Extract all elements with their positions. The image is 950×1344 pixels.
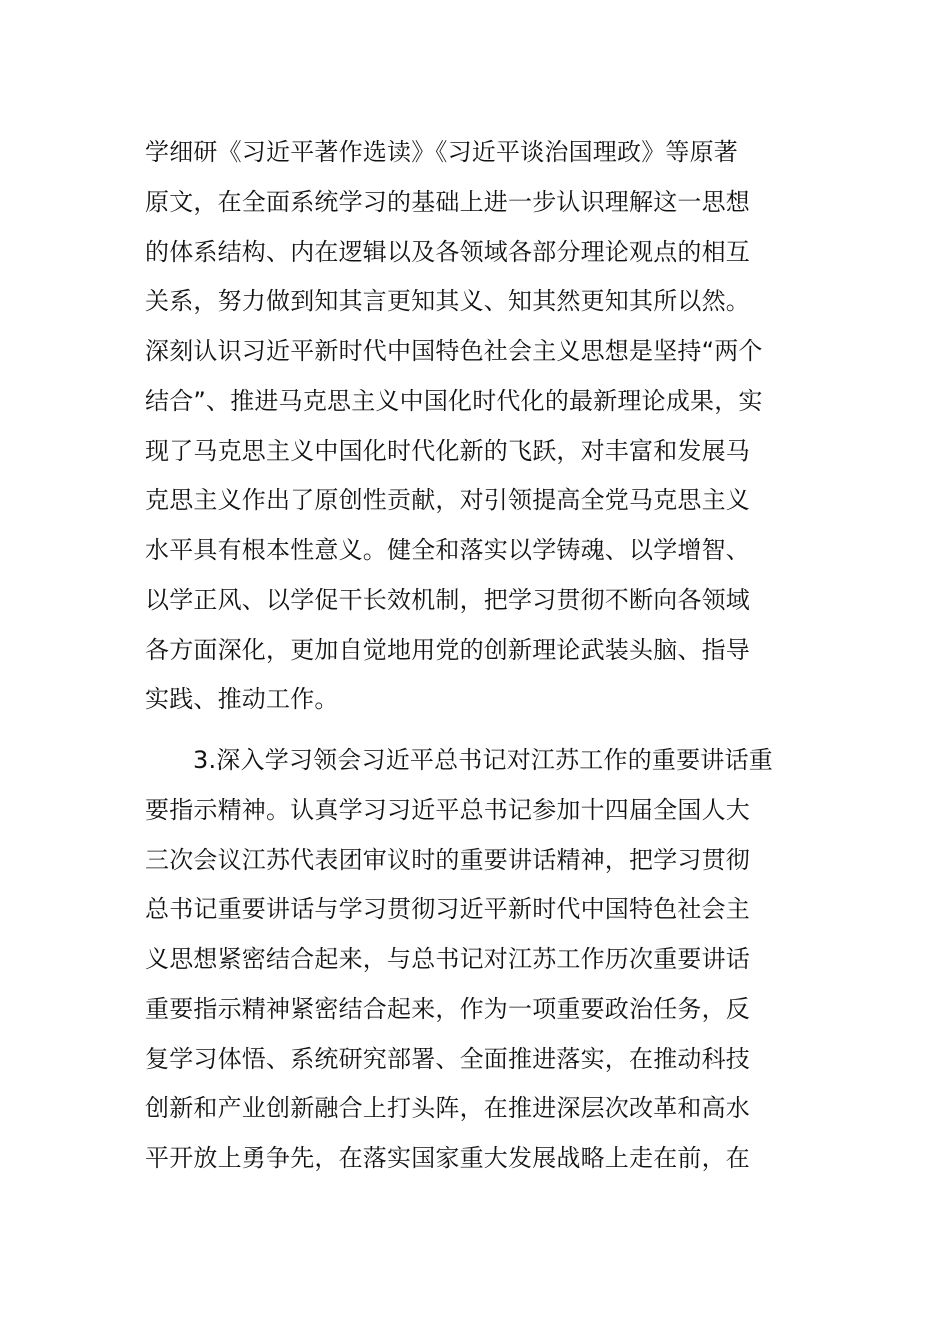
paragraph-1-line-3: 的体系结构、内在逻辑以及各领域各部分理论观点的相互	[145, 238, 750, 266]
paragraph-2-line-9: 平开放上勇争先，在落实国家重大发展战略上走在前，在	[145, 1144, 750, 1172]
paragraph-2-line-5: 义思想紧密结合起来，与总书记对江苏工作历次重要讲话	[145, 945, 750, 973]
paragraph-2-line-1: 3.深入学习领会习近平总书记对江苏工作的重要讲话重	[193, 746, 773, 774]
paragraph-1-line-11: 各方面深化，更加自觉地用党的创新理论武装头脑、指导	[145, 636, 750, 664]
paragraph-2-line-6: 重要指示精神紧密结合起来，作为一项重要政治任务，反	[145, 995, 750, 1023]
paragraph-1-line-7: 现了马克思主义中国化时代化新的飞跃，对丰富和发展马	[145, 437, 750, 465]
paragraph-2-line-3: 三次会议江苏代表团审议时的重要讲话精神，把学习贯彻	[145, 846, 750, 874]
paragraph-1-line-9: 水平具有根本性意义。健全和落实以学铸魂、以学增智、	[145, 536, 750, 564]
paragraph-2-line-2: 要指示精神。认真学习习近平总书记参加十四届全国人大	[145, 796, 750, 824]
paragraph-1-line-8: 克思主义作出了原创性贡献，对引领提高全党马克思主义	[145, 486, 750, 514]
paragraph-2-line-7: 复学习体悟、系统研究部署、全面推进落实，在推动科技	[145, 1045, 750, 1073]
paragraph-1-line-6: 结合”、推进马克思主义中国化时代化的最新理论成果，实	[145, 387, 763, 415]
paragraph-1-line-1: 学细研《习近平著作选读》《习近平谈治国理政》等原著	[145, 138, 738, 166]
paragraph-2-line-8: 创新和产业创新融合上打头阵，在推进深层次改革和高水	[145, 1094, 750, 1122]
paragraph-1-line-10: 以学正风、以学促干长效机制，把学习贯彻不断向各领域	[145, 586, 750, 614]
paragraph-1-line-4: 关系，努力做到知其言更知其义、知其然更知其所以然。	[145, 287, 750, 315]
paragraph-1-line-2: 原文，在全面系统学习的基础上进一步认识理解这一思想	[145, 188, 750, 216]
paragraph-1-line-12: 实践、推动工作。	[145, 685, 339, 713]
paragraph-1-line-5: 深刻认识习近平新时代中国特色社会主义思想是坚持“两个	[145, 337, 763, 365]
paragraph-2-line-4: 总书记重要讲话与学习贯彻习近平新时代中国特色社会主	[145, 895, 750, 923]
